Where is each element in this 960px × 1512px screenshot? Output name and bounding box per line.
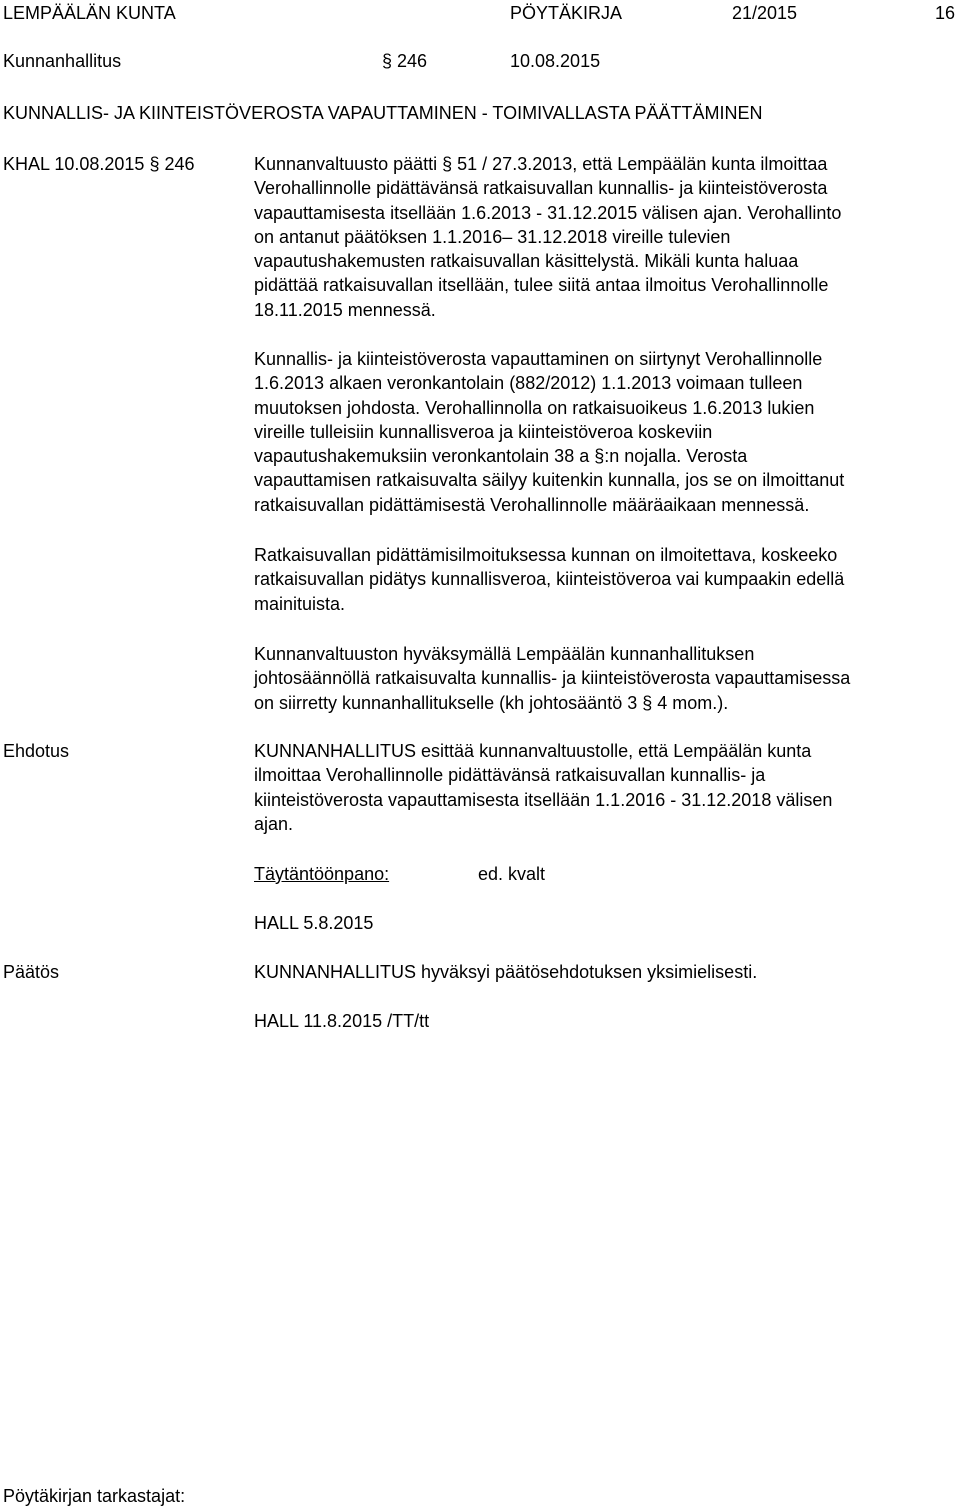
text-line: Kunnallis- ja kiinteistöverosta vapauttaminen on siirtynyt Verohallinnolle xyxy=(254,349,823,369)
proposal-label: Ehdotus xyxy=(3,741,70,761)
text-line: 1.6.2013 alkaen veronkantolain (882/2012) 1.1.2013 voimaan tulleen xyxy=(254,373,803,394)
text-line: mainituista. xyxy=(254,593,346,614)
decision-text: KUNNANHALLITUS hyväksyi päätösehdotuksen yksimielisesti. xyxy=(254,962,758,982)
text-line: on siirretty kunnanhallitukselle (kh johtosääntö 3 § 4 mom.). xyxy=(254,692,729,713)
text-line: muutoksen johdosta. Verohallinnolla on ratkaisuoikeus 1.6.2013 lukien xyxy=(254,397,815,418)
text-line: vapauttamisesta itsellään 1.6.2013 - 31.12.2015 välisen ajan. Verohallinto xyxy=(254,202,842,223)
khal-paragraph-1 xyxy=(254,152,960,322)
text-line: Verohallinnolle pidättävänsä ratkaisuvallan kunnallis- ja kiinteistöverosta xyxy=(254,178,828,199)
text-line: 18.11.2015 mennessä. xyxy=(254,299,436,320)
text-line: Kunnanvaltuuston hyväksymällä Lempäälän kunnanhallituksen xyxy=(254,644,755,664)
khal-paragraph-4 xyxy=(254,642,960,715)
hall-date-1: HALL 5.8.2015 xyxy=(254,913,374,933)
decision-label: Päätös xyxy=(3,962,60,982)
text-line: johtosäännöllä ratkaisuvalta kunnallis- ja kiinteistöverosta vapauttamisessa xyxy=(254,668,851,689)
body-name: Kunnanhallitus xyxy=(3,51,122,71)
khal-label: KHAL 10.08.2015 § 246 xyxy=(3,154,195,174)
doc-type: PÖYTÄKIRJA xyxy=(510,3,623,23)
text-line: Ratkaisuvallan pidättämisilmoituksessa kunnan on ilmoitettava, koskeeko xyxy=(254,545,838,565)
khal-paragraph-3 xyxy=(254,543,960,616)
text-line: vapautushakemuksiin veronkantolain 38 a §:n nojalla. Verosta xyxy=(254,446,748,467)
text-line: ajan. xyxy=(254,813,294,834)
text-line: ilmoittaa Verohallinnolle pidättävänsä ratkaisuvallan kunnallis- ja xyxy=(254,765,766,786)
page-number: 16 xyxy=(935,3,956,23)
section-number: § 246 xyxy=(382,51,428,71)
text-line: Kunnanvaltuusto päätti § 51 / 27.3.2013, että Lempäälän kunta ilmoittaa xyxy=(254,154,828,174)
document-title: KUNNALLIS- JA KIINTEISTÖVEROSTA VAPAUTTAMINEN - TOIMIVALLASTA PÄÄTTÄMINEN xyxy=(3,103,763,123)
text-line: ratkaisuvallan pidättämisestä Verohallinnolle määräaikaan mennessä. xyxy=(254,494,810,515)
text-line: on antanut päätöksen 1.1.2016– 31.12.2018 vireille tulevien xyxy=(254,226,731,247)
implementation-value: ed. kvalt xyxy=(478,864,546,884)
org-name: LEMPÄÄLÄN KUNTA xyxy=(3,3,176,23)
hall-date-2: HALL 11.8.2015 /TT/tt xyxy=(254,1011,430,1031)
implementation-label: Täytäntöönpano: xyxy=(254,864,390,884)
footer-inspectors-label: Pöytäkirjan tarkastajat: xyxy=(3,1486,186,1506)
text-line: vapautushakemusten ratkaisuvallan käsittelystä. Mikäli kunta haluaa xyxy=(254,251,799,272)
text-line: KUNNANHALLITUS esittää kunnanvaltuustolle, että Lempäälän kunta xyxy=(254,741,812,761)
text-line: pidättää ratkaisuvallan itsellään, tulee siitä antaa ilmoitus Verohallinnolle xyxy=(254,275,829,296)
proposal-text xyxy=(254,739,960,836)
khal-paragraph-2 xyxy=(254,347,960,517)
meeting-date: 10.08.2015 xyxy=(510,51,601,71)
text-line: vapauttamisen ratkaisuvalta säilyy kuitenkin kunnalla, jos se on ilmoittanut xyxy=(254,470,845,491)
text-line: kiinteistöverosta vapauttamisesta itsellään 1.1.2016 - 31.12.2018 välisen xyxy=(254,789,833,810)
doc-number: 21/2015 xyxy=(732,3,798,23)
text-line: vireille tulleisiin kunnallisveroa ja kiinteistöveroa koskeviin xyxy=(254,421,713,442)
text-line: ratkaisuvallan pidätys kunnallisveroa, kiinteistöveroa vai kumpaakin edellä xyxy=(254,569,845,590)
